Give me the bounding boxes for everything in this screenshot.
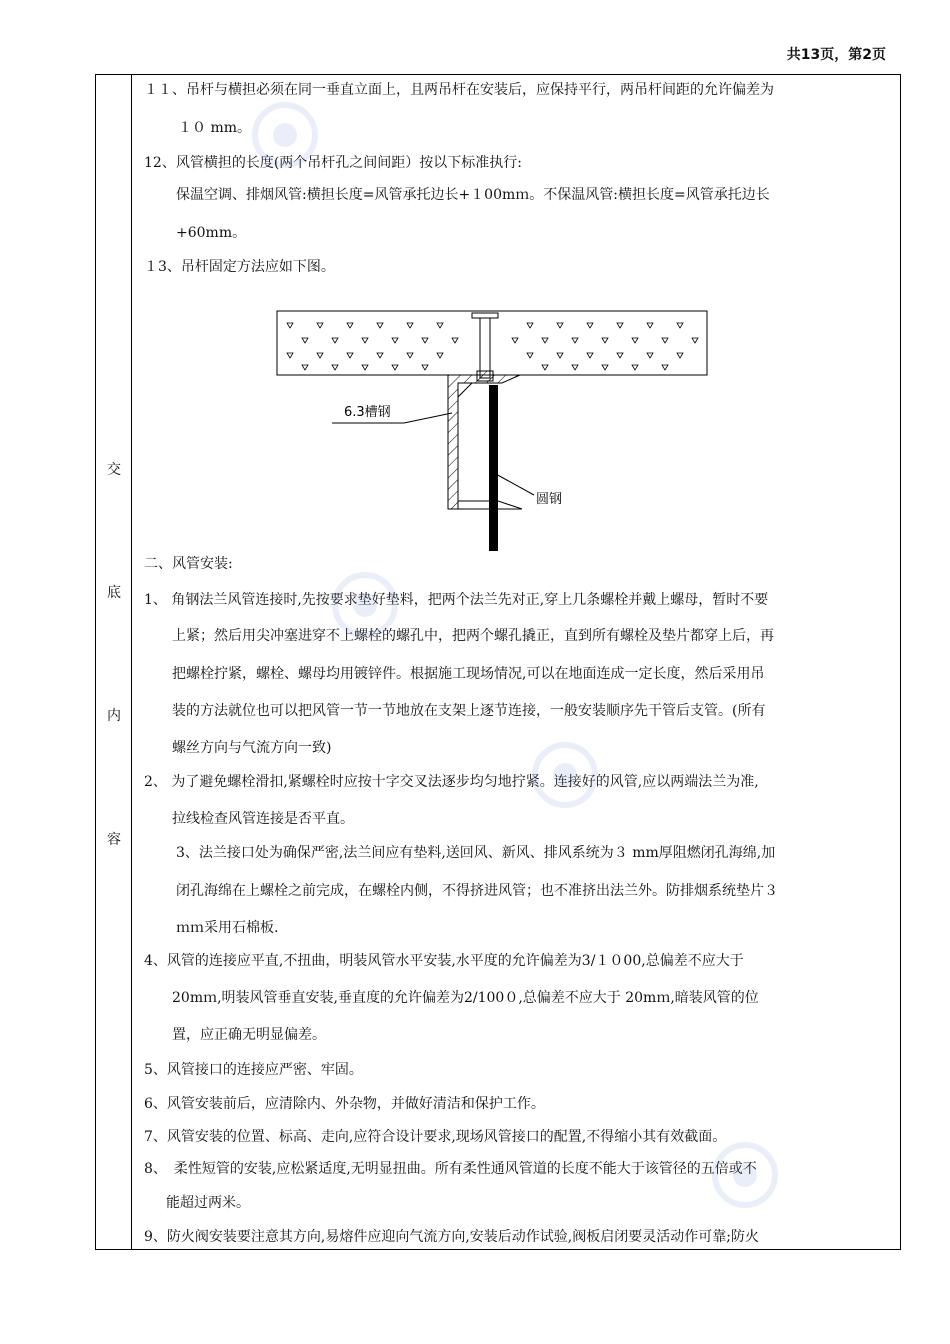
text-line: 1、 角钢法兰风管连接时,先按要求垫好垫料，把两个法兰先对正,穿上几条螺栓并戴上螺母，暂时不要 [144,592,769,608]
watermark-icon [520,730,610,820]
text-line: 装的方法就位也可以把风管一节一节地放在支架上逐节连接，一般安装顺序先干管后支管。(所有 [172,703,766,719]
round-steel-rod [489,385,498,551]
text-line: 6、风管安装前后，应清除内、外杂物，并做好清洁和保护工作。 [144,1096,545,1112]
rod-leader [494,473,534,495]
text-line: 12、风管横担的长度(两个吊杆孔之间间距）按以下标准执行: [144,155,522,171]
text-line: 保温空调、排烟风管:横担长度=风管承托边长+１00mｍ。不保温风管:横担长度=风管承托边长 [176,187,770,203]
channel-steel [448,375,522,509]
text-line: 4、风管的连接应平直,不扭曲，明装风管水平安装,水平度的允许偏差为3/１０00,总偏差不应大于 [144,953,744,969]
text-line: 二、风管安装: [144,556,233,572]
label-char: 底 [107,585,121,601]
text-line: +60mm。 [176,225,247,241]
content-table [95,74,901,1250]
concrete-slab [277,311,707,375]
watermark-icon [700,1130,790,1220]
text-line: 置，应正确无明显偏差。 [172,1027,326,1043]
text-line: １１、吊杆与横担必须在同一垂直立面上，且两吊杆在安装后，应保持平行，两吊杆间距的允许偏差为 [144,82,774,98]
text-line: 9、防火阀安装要注意其方向,易熔件应迎向气流方向,安装后动作试验,阀板启闭要灵活动作可靠;防火 [144,1229,759,1245]
label-char: 交 [107,462,121,478]
label-char: 内 [107,708,121,724]
label-char: 容 [107,832,121,848]
channel-label: 6.3槽钢 [344,405,391,420]
text-line: 2、 为了避免螺栓滑扣,紧螺栓时应按十字交叉法逐步均匀地拧紧。连接好的风管,应以两端法兰为准, [144,774,759,790]
rod-label: 圆钢 [536,492,563,507]
text-line: 8、 柔性短管的安装,应松紧适度,无明显扭曲。所有柔性通风管道的长度不能大于该管径的五倍或不 [144,1161,757,1177]
page-number: 共13页，第2页 [786,47,886,63]
text-line: 20mｍ,明装风管垂直安装,垂直度的允许偏差为2/100０,总偏差不应大于 20mｍ,暗装风管的位 [172,990,759,1006]
content-area [132,75,900,1249]
text-line: １０ mm。 [178,120,252,136]
text-line: 拉线检查风管连接是否平直。 [172,811,354,827]
text-line: 把螺栓拧紧，螺栓、螺母均用镀锌件。根据施工现场情况,可以在地面连成一定长度，然后采用吊 [172,666,765,682]
text-line: 5、风管接口的连接应严密、牢固。 [144,1062,363,1078]
text-line: 闭孔海绵在上螺栓之前完成，在螺栓内侧，不得挤进风管；也不准挤出法兰外。防排烟系统垫片３ [176,883,778,899]
text-line: 上紧；然后用尖冲塞进穿不上螺栓的螺孔中，把两个螺孔撬正，直到所有螺栓及垫片都穿上后，再 [172,628,774,644]
text-line: 螺丝方向与气流方向一致) [172,740,332,756]
hanger-fixing-diagram [272,303,712,563]
text-line: １3、吊杆固定方法应如下图。 [144,259,335,275]
text-line: 3、法兰接口处为确保严密,法兰间应有垫料,送回风、新风、排风系统为３ mm厚阻燃闭孔海绵,加 [176,845,776,861]
watermark-icon [320,560,410,650]
watermark-icon [240,90,330,180]
text-line: 7、风管安装的位置、标高、走向,应符合设计要求,现场风管接口的配置,不得缩小其有效截面。 [144,1129,727,1145]
text-line: 能超过两米。 [166,1195,250,1211]
text-line: ｍｍ采用石棉板. [176,920,279,936]
label-column [96,75,132,1249]
